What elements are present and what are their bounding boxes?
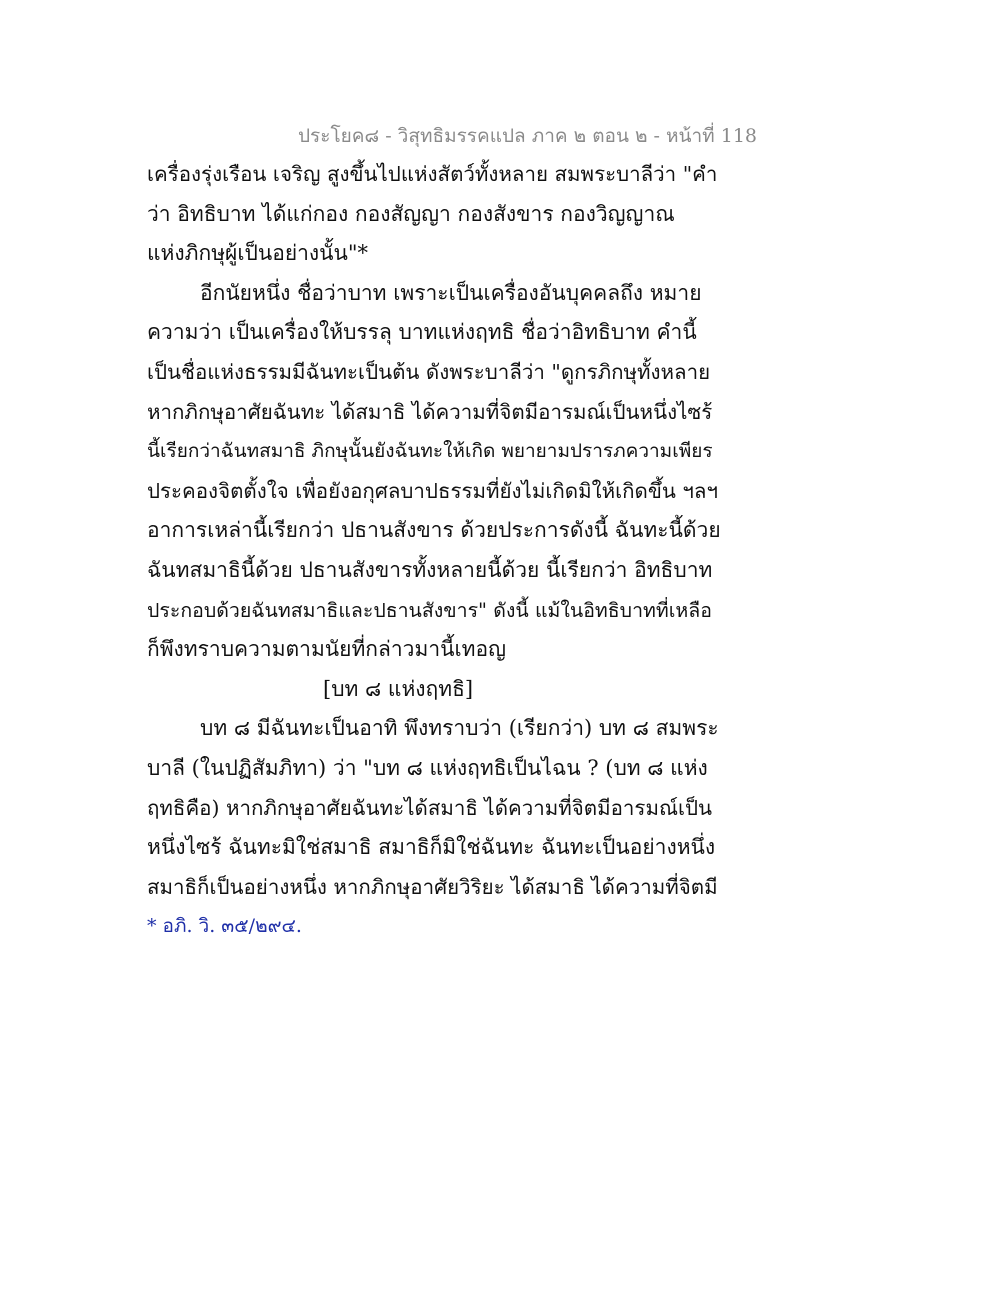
text-line: หนึ่งไซร้ ฉันทะมิใช่สมาธิ สมาธิก็มิใช่ฉันทะ ฉันทะเป็นอย่างหนึ่ง: [147, 835, 716, 860]
text-line: นี้เรียกว่าฉันทสมาธิ ภิกษุนั้นยังฉันทะให้เกิด พยายามปรารภความเพียร: [147, 440, 713, 463]
text-line: เครื่องรุ่งเรือน เจริญ สูงขึ้นไปแห่งสัตว์ทั้งหลาย สมพระบาลีว่า "คำ: [147, 162, 718, 186]
text-line: แห่งภิกษุผู้เป็นอย่างนั้น"*: [147, 241, 369, 266]
section-heading: [บท ๘ แห่งฤทธิ]: [323, 676, 474, 701]
text-line: ฉันทสมาธินี้ด้วย ปธานสังขารทั้งหลายนี้ด้วย นี้เรียกว่า อิทธิบาท: [147, 557, 713, 582]
running-header: ประโยค๘ - วิสุทธิมรรคแปล ภาค ๒ ตอน ๒ - หน้าที่ 118: [298, 125, 758, 147]
text-line: บาลี (ในปฏิสัมภิทา) ว่า "บท ๘ แห่งฤทธิเป็นไฉน ? (บท ๘ แห่ง: [147, 755, 708, 780]
text-line: อาการเหล่านี้เรียกว่า ปธานสังขาร ด้วยประการดังนี้ ฉันทะนี้ด้วย: [147, 518, 721, 543]
text-line: ประคองจิตตั้งใจ เพื่อยังอกุศลบาปธรรมที่ยังไม่เกิดมิให้เกิดขึ้น ฯลฯ: [147, 478, 718, 503]
text-line: ความว่า เป็นเครื่องให้บรรลุ บาทแห่งฤทธิ ชื่อว่าอิทธิบาท คำนี้: [147, 320, 697, 345]
text-line: สมาธิก็เป็นอย่างหนึ่ง หากภิกษุอาศัยวิริยะ ได้สมาธิ ได้ความที่จิตมี: [147, 874, 718, 899]
text-line: ประกอบด้วยฉันทสมาธิและปธานสังขาร" ดังนี้ แม้ในอิทธิบาทที่เหลือ: [147, 598, 712, 622]
text-line: ว่า อิทธิบาท ได้แก่กอง กองสัญญา กองสังขาร กองวิญญาณ: [147, 201, 675, 226]
paragraph-start-line: อีกนัยหนึ่ง ชื่อว่าบาท เพราะเป็นเครื่องอันบุคคลถึง หมาย: [200, 280, 702, 305]
footnote: * อภิ. วิ. ๓๕/๒๙๔.: [147, 915, 302, 937]
text-line: ก็พึงทราบความตามนัยที่กล่าวมานี้เทอญ: [147, 637, 506, 662]
paragraph-start-line: บท ๘ มีฉันทะเป็นอาทิ พึงทราบว่า (เรียกว่า) บท ๘ สมพระ: [200, 716, 719, 741]
body-text: [147, 155, 722, 907]
text-line: หากภิกษุอาศัยฉันทะ ได้สมาธิ ได้ความที่จิตมีอารมณ์เป็นหนึ่งไซร้: [147, 399, 713, 424]
text-line: เป็นชื่อแห่งธรรมมีฉันทะเป็นต้น ดังพระบาลีว่า "ดูกรภิกษุทั้งหลาย: [147, 359, 711, 384]
text-line: ฤทธิคือ) หากภิกษุอาศัยฉันทะได้สมาธิ ได้ความที่จิตมีอารมณ์เป็น: [147, 795, 713, 820]
